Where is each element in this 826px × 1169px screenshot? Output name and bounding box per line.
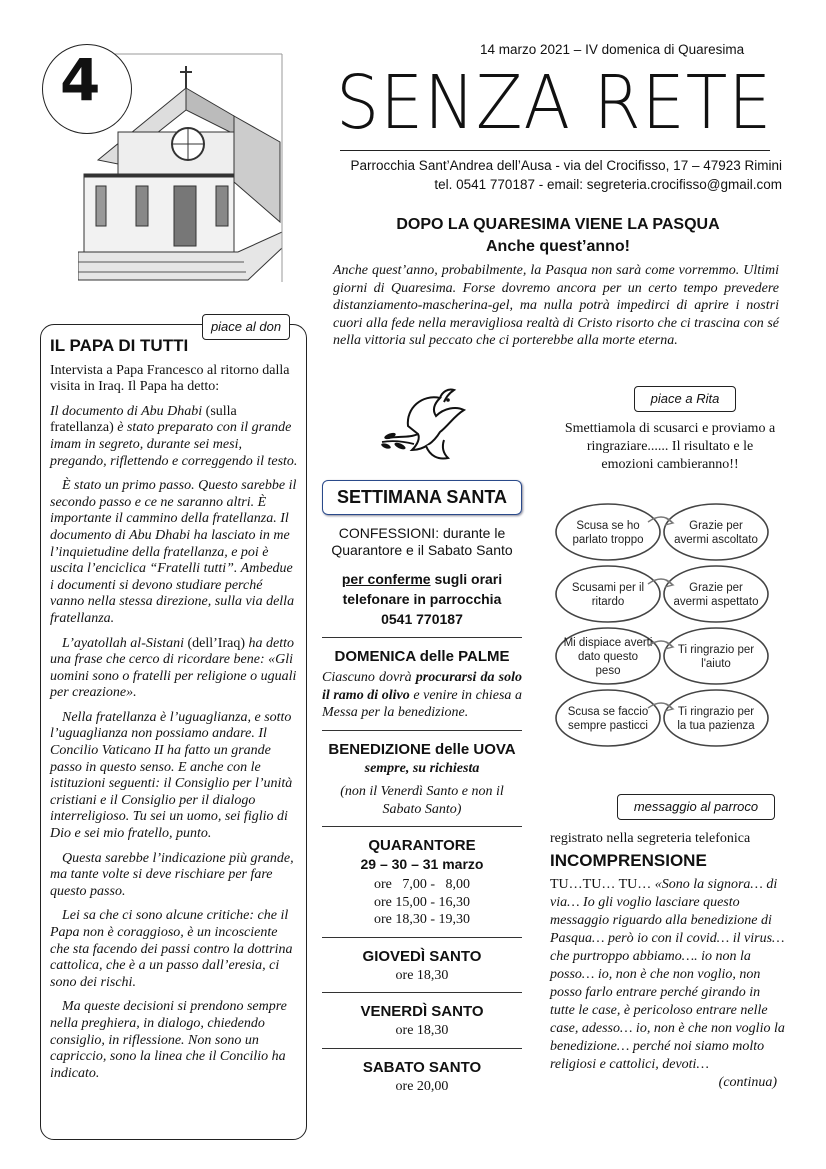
sabato-section [322,1048,522,1096]
venerdi-section [322,992,522,1048]
thanks-oval [664,628,768,684]
thanks-oval [664,690,768,746]
left-article-p6: Lei sa che ci sono alcune critiche: che il Papa non è coraggioso, è un incosciente che sta facendo dei passi contro la dottrina cattolica, che è a un passo dall’eresia, ci sono dei rischi. [50,908,293,990]
uova-subtitle: sempre, su richiesta [364,760,480,776]
continued-note: (continua) [718,1075,777,1090]
uova-note: (non il Venerdì Santo e non il Sabato Santo) [340,784,504,817]
piace-a-rita-tag: piace a Rita [634,386,736,412]
quarantore-dates: 29 – 30 – 31 marzo [360,856,484,872]
palme-section [322,637,522,730]
left-article [50,336,298,1090]
rita-text: Smettiamola di scusarci e proviamo a ringraziare...... Il risultato e le emozioni cambieranno!! [564,421,776,472]
venerdi-time: ore 18,30 [395,1023,449,1038]
parish-address: Parrocchia Sant’Andrea dell’Ausa - via del Crocifisso, 17 – 47923 Rimini [350,158,782,173]
left-article-p4: Nella fratellanza è l’uguaglianza, e sotto l’uguaglianza non possiamo andare. Il Concilio Vaticano II ha fatto un grande passo in questo senso. E anche con le istituzioni seguenti: il Consiglio per l’unità cristiani e il Consiglio per il dialogo interreligioso. Tu sei un uomo, sei figlio di Dio e sei mio fratello, punto. [50,709,293,842]
venerdi-title: VENERDÌ SANTO [360,1003,484,1020]
messaggio-al-parroco-tag: messaggio al parroco [617,794,775,820]
thanks-oval [664,504,768,560]
newsletter-title: SENZA RETE [336,60,773,146]
left-article-p2: È stato un primo passo. Questo sarebbe il secondo passo e ce ne saranno altri. È importante il cammino della fratellanza. Il documento di Abu Dhabi ha lasciato in me l’inquietudine della fratellanza, e poi è uscita l’enciclica “Fratelli tutti”. Ambedue i documenti si devono studiare perché vanno nella stessa direzione, sulla via della fratellanza. [50,478,297,626]
giovedi-title: GIOVEDÌ SANTO [362,947,482,965]
thanks-text: Grazie per [689,582,743,594]
uova-title: BENEDIZIONE delle UOVA [328,740,516,758]
palme-text: Ciascuno dovrà procurarsi da solo il ramo di olivo e venire in chiesa a Messa per la benedizione. [322,670,522,720]
apology-text: peso [595,665,621,677]
apology-text: Scusami per il [571,582,645,594]
apology-text: ritardo [591,596,625,608]
apology-text: Mi dispiace averti [563,637,653,649]
issue-number: 4 [60,46,101,114]
thanks-text: Ti ringrazio per [677,644,755,656]
left-article-p3: L’ayatollah al-Sistani (dell’Iraq) ha detto una frase che cerco di ricordare bene: «Gli uomini sono o fratelli per religione o uguali per creazione». [50,635,297,701]
holy-week-column [322,480,522,1095]
giovedi-section [322,937,522,993]
message-column [550,830,785,1092]
thanks-text: l'aiuto [701,658,731,670]
lead-subheadline: Anche quest’anno! [485,238,630,255]
thanks-text: avermi aspettato [673,596,759,608]
uova-section [322,730,522,827]
sabato-title: SABATO SANTO [362,1058,482,1076]
apology-oval [556,690,660,746]
confessions-text: CONFESSIONI: durante le Quarantore e il Sabato Santo [331,525,513,558]
left-article-intro: Intervista a Papa Francesco al ritorno dalla visita in Iraq. Il Papa ha detto: [50,362,290,395]
title-rule [340,150,770,151]
recorded-note: registrato nella segreteria telefonica [550,831,751,846]
left-article-title: IL PAPA DI TUTTI [50,336,189,355]
confirm-text: per conferme sugli orari telefonare in parrocchia 0541 770187 [341,571,503,627]
quarantore-section [322,826,522,937]
lead-headline-block [340,214,776,258]
apology-text: Scusa se ho [576,520,640,532]
apology-text: dato questo [577,651,639,663]
apology-text: parlato troppo [572,534,644,546]
piace-al-don-tag: piace al don [202,314,290,340]
parish-info [334,156,782,194]
lead-headline: DOPO LA QUARESIMA VIENE LA PASQUA [396,216,720,233]
issue-date: 14 marzo 2021 – IV domenica di Quaresima [480,42,745,57]
apology-text: Scusa se faccio [567,706,649,718]
thanks-text: la tua pazienza [677,720,755,732]
message-title: INCOMPRENSIONE [550,851,707,870]
parish-phone: 0541 770187 [381,611,463,627]
left-article-p5: Questa sarebbe l’indicazione più grande, ma tante volte si deve rischiare per fare questo passo. [50,850,294,899]
holy-week-title: SETTIMANA SANTA [322,480,522,515]
sabato-time: ore 20,00 [395,1078,449,1094]
quarantore-time-1: ore 7,00 - 8,00 [373,877,471,892]
quarantore-time-3: ore 18,30 - 19,30 [373,912,471,927]
thanks-text: avermi ascoltato [674,534,758,546]
apology-thanks-diagram [552,502,774,758]
lead-text: Anche quest’anno, probabilmente, la Pasqua non sarà come vorremmo. Ultimi giorni di Quaresima. Forse dovremo ancora per un certo tempo prevedere distanziamento-mascherina-gel, ma nulla potrà impedirci di aprire i nostri cuori alla fede nella meravigliosa realtà di Cristo risorto che ci trascina con sé nella vittoria sul peccato che ci porterebbe alla morte eterna. [333,263,779,348]
left-article-p1: Il documento di Abu Dhabi (sulla fratellanza) è stato preparato con il grande imam in segreto, durante sei mesi, pregando, riflettendo e correggendo il testo. [50,403,298,469]
left-article-p7: Ma queste decisioni si prendono sempre nella preghiera, in dialogo, chiedendo consiglio, in riflessione. Non sono un capriccio, sono la linea che il Concilio ha indicato. [50,999,287,1081]
message-text: TU…TU… TU… «Sono la signora… di via… Io gli voglio lasciare questo messaggio riguardo alla benedizione di Pasqua… però io con il covid… il virus… che purtroppo abbiamo…. io non la posso… io, non è che non voglio, non posso farlo entrare perché girando in tutte le case, è pericoloso entrare nelle case, adesso… io, non è che non voglio la benedizione… perché noi siamo molto religiosi e cattolici, devoti… [550,877,785,1072]
dove-with-olive-branch-icon [378,386,468,468]
thanks-oval [664,566,768,622]
thanks-text: Ti ringrazio per [677,706,755,718]
quarantore-time-2: ore 15,00 - 16,30 [373,894,471,910]
giovedi-time: ore 18,30 [395,967,449,983]
apology-oval [556,566,660,622]
parish-contact: tel. 0541 770187 - email: segreteria.crocifisso@gmail.com [434,177,782,192]
palme-title: DOMENICA delle PALME [334,648,510,665]
quarantore-title: QUARANTORE [368,837,476,854]
apology-text: sempre pasticci [568,720,648,732]
thanks-text: Grazie per [689,520,743,532]
apology-oval [556,504,660,560]
